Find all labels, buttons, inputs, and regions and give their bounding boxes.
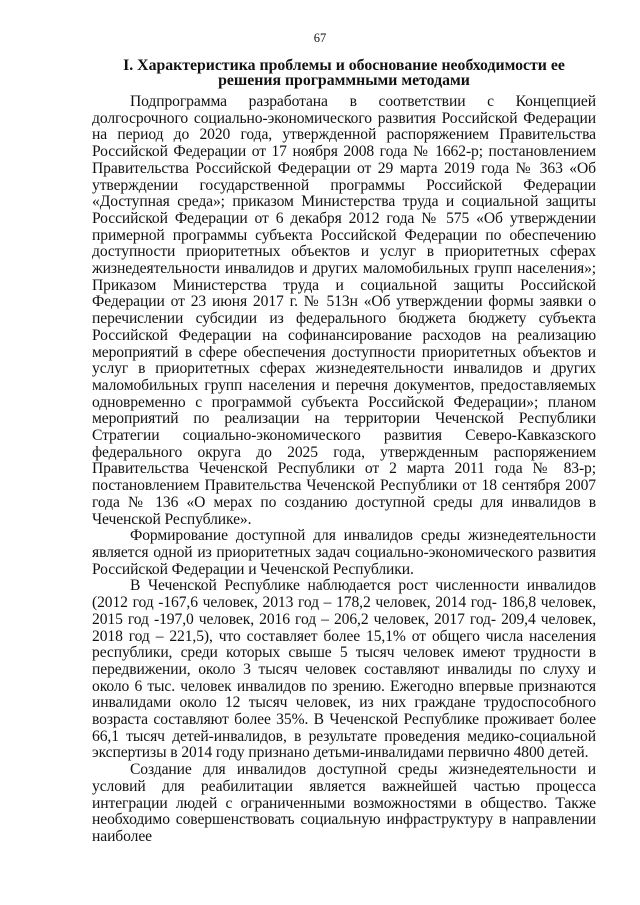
paragraph-legal-basis: Подпрограмма разработана в соответствии с Концепцией долгосрочного социально-экономического развития Российской Федерации на период до 2020 года, утвержденной распоряжением Правительства Российской Федерации от 17 ноября 2008 года № 1662-р; постановлением Правительства Российской Федерации от 29 марта 2019 года № 363 «Об утверждении государственной программы Российской Федерации «Доступная среда»; приказом Министерства труда и социальной защиты Российской Федерации от 6 декабря 2012 года № 575 «Об утверждении примерной программы субъекта Российской Федерации по обеспечению доступности приоритетных объектов и услуг в приоритетных сферах жизнедеятельности инвалидов и других маломобильных групп населения»; Приказом Министерства труда и социальной защиты Российской Федерации от 23 июня 2017 г. № 513н «Об утверждении формы заявки о перечислении субсидии из федерального бюджета бюджету субъекта Российской Федерации на софинансирование расходов на реализацию мероприятий в сфере обеспечения доступности приоритетных объектов и услуг в приоритетных сферах жизнедеятельности инвалидов и других маломобильных групп населения и перечня документов, предоставляемых одновременно с программой субъекта Российской Федерации»; планом мероприятий по реализации на территории Чеченской Республики Стратегии социально-экономического развития Северо-Кавказского федерального округа до 2025 года, утвержденным распоряжением Правительства Чеченской Республики от 2 марта 2011 года № 83-р; постановлением Правительства Чеченской Республики от 18 сентября 2007 года № 136 «О мерах по созданию доступной среды для инвалидов в Чеченской Республике». (92, 93, 596, 528)
document-body (92, 94, 596, 846)
page-number: 67 (313, 31, 327, 45)
paragraph-accessible-environment: Формирование доступной для инвалидов среды жизнедеятельности является одной из приоритетных задач социально-экономического развития Российской Федерации и Чеченской Республики. (92, 527, 596, 578)
paragraph-rehabilitation: Создание для инвалидов доступной среды жизнедеятельности и условий для реабилитации является важнейшей частью процесса интеграции людей с ограниченными возможностями в общество. Также необходимо совершенствовать социальную инфраструктуру в направлении наиболее (92, 761, 596, 845)
section-heading: I. Характеристика проблемы и обоснование необходимости ее решения программными методами (123, 57, 565, 89)
paragraph-disability-statistics: В Чеченской Республике наблюдается рост численности инвалидов (2012 год -167,6 человек, 2013 год – 178,2 человек, 2014 год- 186,8 человек, 2015 год -197,0 человек, 2016 год – 206,2 человек, 2017 год- 209,4 человек, 2018 год – 221,5), что составляет более 15,1% от общего числа населения республики, среди которых свыше 5 тысяч человек имеют трудности в передвижении, около 3 тысяч человек составляют инвалиды по слуху и около 6 тыс. человек инвалидов по зрению. Ежегодно впервые признаются инвалидами около 12 тысяч человек, из них граждане трудоспособного возраста составляют более 35%. В Чеченской Республике проживает более 66,1 тысяч детей-инвалидов, в результате проведения медико-социальной экспертизы в 2014 году признано детьми-инвалидами первично 4800 детей. (92, 577, 596, 762)
